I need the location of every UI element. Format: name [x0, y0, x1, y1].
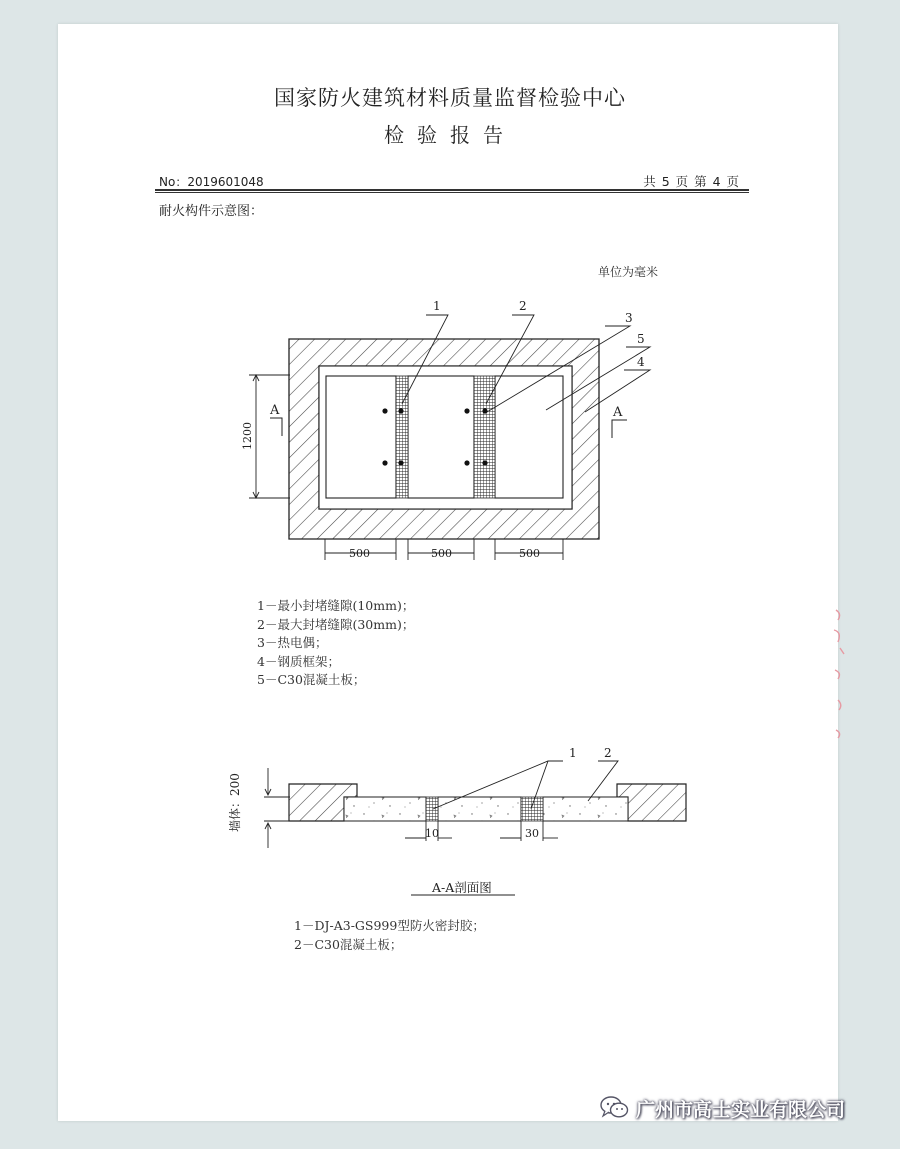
thermocouple-dot — [398, 460, 403, 465]
width-dimension-label: 500 — [431, 547, 452, 560]
plan-legend — [257, 597, 414, 690]
gap-30-label: 30 — [525, 827, 539, 840]
callout-1: 1 — [433, 299, 441, 313]
width-dimension-label: 500 — [349, 547, 370, 560]
legend-item: 1－最小封堵缝隙(10mm)； — [257, 598, 415, 613]
unit-note: 单位为毫米 — [598, 265, 659, 279]
max-sealing-gap — [474, 376, 495, 498]
report-number: No：2019601048 — [159, 175, 264, 189]
section-callout-2: 2 — [604, 746, 612, 760]
thermocouple-dot — [464, 460, 469, 465]
section-callout-1: 1 — [569, 746, 577, 760]
legend-item: 5－C30混凝土板； — [257, 672, 366, 687]
callout-5: 5 — [637, 332, 645, 346]
thickness-dimension — [264, 768, 290, 848]
thickness-label: 墙体：200 — [228, 773, 242, 832]
section-legend — [294, 917, 485, 954]
wechat-icon — [600, 1095, 630, 1121]
organization-title: 国家防火建筑材料质量监督检验中心 — [274, 86, 626, 110]
thermocouple-dot — [464, 408, 469, 413]
legend-item: 1－DJ-A3-GS999型防火密封胶； — [294, 918, 485, 933]
concrete-slab-section — [438, 797, 521, 821]
legend-item: 3－热电偶； — [257, 635, 328, 650]
stamp-fragment — [830, 600, 850, 750]
min-sealing-gap — [396, 376, 408, 498]
thermocouple-dot — [398, 408, 403, 413]
concrete-slab-section — [543, 797, 628, 821]
height-dimension-label: 1200 — [241, 422, 254, 450]
legend-item: 2－最大封堵缝隙(30mm)； — [257, 616, 415, 632]
sealant-gap-30 — [521, 797, 543, 821]
concrete-slab — [326, 376, 396, 498]
watermark — [600, 1093, 845, 1123]
callout-3: 3 — [625, 311, 633, 325]
section-mark-right-label: A — [613, 405, 623, 420]
concrete-slab-section — [344, 797, 426, 821]
concrete-slab — [408, 376, 474, 498]
sealant-gap-10 — [426, 797, 438, 821]
watermark-text: 广州市高士实业有限公司 — [636, 1098, 846, 1121]
section-mark-right — [612, 420, 627, 438]
gap-10-label: 10 — [425, 827, 439, 840]
report-title: 检验报告 — [384, 123, 516, 147]
legend-item: 2－C30混凝土板； — [294, 936, 403, 952]
callout-2: 2 — [519, 299, 527, 313]
section-mark-left-label: A — [270, 403, 280, 418]
thermocouple-dot — [382, 408, 387, 413]
thermocouple-dot — [482, 460, 487, 465]
height-dimension — [249, 375, 290, 498]
section-view — [227, 746, 686, 848]
section-caption: A-A剖面图 — [432, 880, 492, 895]
thermocouple-dot — [482, 408, 487, 413]
callout-4: 4 — [637, 355, 645, 369]
page-info: 共 5 页 第 4 页 — [643, 174, 740, 189]
thermocouple-dot — [382, 460, 387, 465]
section-mark-left — [270, 418, 282, 436]
legend-item: 4－钢质框架； — [257, 653, 340, 669]
concrete-slab — [495, 376, 563, 498]
section-label: 耐火构件示意图： — [159, 204, 264, 219]
plan-view — [241, 299, 650, 560]
width-dimension-label: 500 — [519, 547, 540, 560]
